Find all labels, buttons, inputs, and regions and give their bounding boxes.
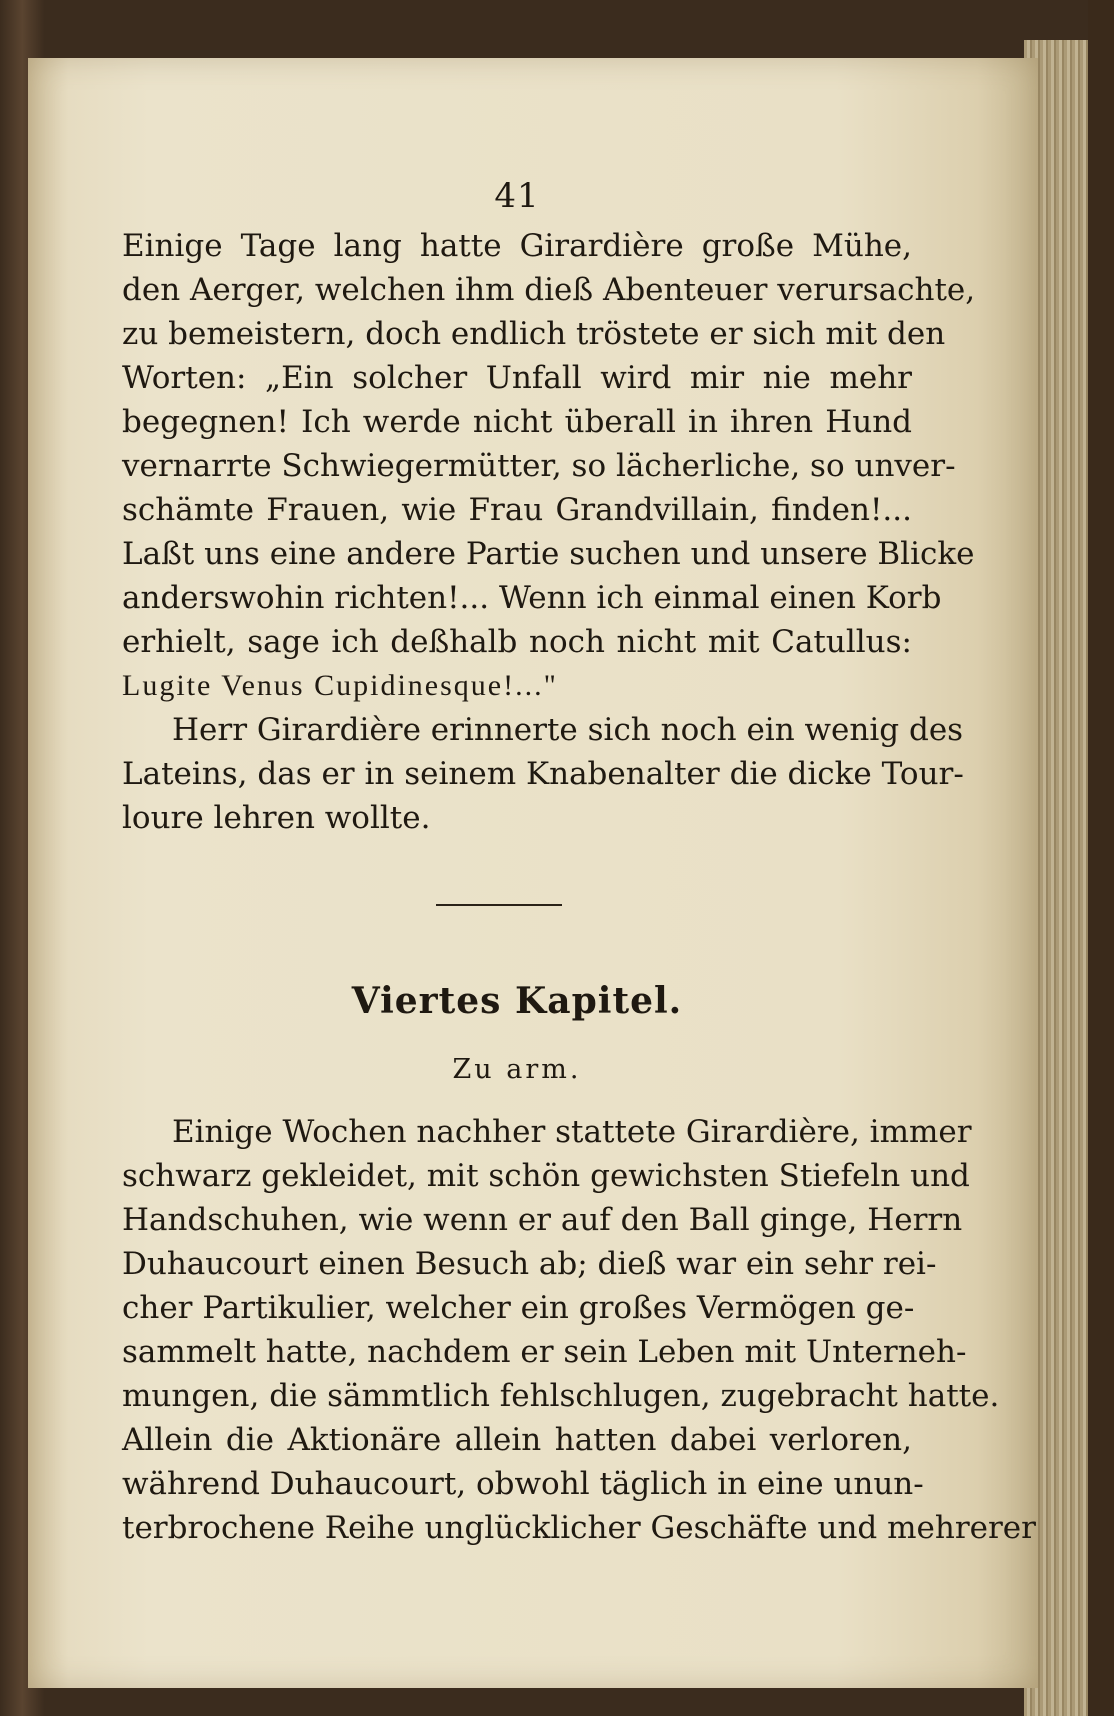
text-line: anderswohin richten!... Wenn ich einmal einen Korb — [122, 580, 942, 616]
text-line: mungen, die sämmtlich fehlschlugen, zugebracht hatte. — [122, 1378, 1000, 1414]
text-line: schämte Frauen, wie Frau Grandvillain, finden!... — [122, 492, 912, 528]
section-divider — [436, 904, 562, 906]
text-line: sammelt hatte, nachdem er sein Leben mit Unterneh- — [122, 1334, 967, 1370]
text-line: cher Partikulier, welcher ein großes Vermögen ge- — [122, 1290, 915, 1326]
text-line: Einige Tage lang hatte Girardière große Mühe, — [122, 228, 912, 264]
book-cover-edge — [1088, 0, 1114, 1716]
text-line: Allein die Aktionäre allein hatten dabei verloren, — [122, 1422, 912, 1458]
text-line: begegnen! Ich werde nicht überall in ihren Hund — [122, 404, 912, 440]
text-line: schwarz gekleidet, mit schön gewichsten Stiefeln und — [122, 1158, 970, 1194]
text-line: Lateins, das er in seinem Knabenalter die dicke Tour- — [122, 756, 964, 792]
text-line: Handschuhen, wie wenn er auf den Ball ginge, Herrn — [122, 1202, 963, 1238]
text-line: erhielt, sage ich deßhalb noch nicht mit Catullus: — [122, 624, 912, 660]
chapter-title: Viertes Kapitel. — [351, 980, 683, 1022]
page-number: 41 — [494, 176, 540, 216]
text-line: loure lehren wollte. — [122, 800, 431, 836]
text-line: während Duhaucourt, obwohl täglich in eine unun- — [122, 1466, 924, 1502]
text-line: terbrochene Reihe unglücklicher Geschäfte und mehrerer — [122, 1510, 1036, 1546]
text-line: Einige Wochen nachher stattete Girardière, immer — [172, 1114, 972, 1150]
chapter-subtitle: Zu arm. — [452, 1054, 582, 1085]
text-line: den Aerger, welchen ihm dieß Abenteuer verursachte, — [122, 272, 976, 308]
book-page — [28, 58, 1038, 1688]
text-line: Worten: „Ein solcher Unfall wird mir nie mehr — [122, 360, 912, 396]
text-line-latin: Lugite Venus Cupidinesque!..." — [122, 669, 558, 702]
text-line: zu bemeistern, doch endlich tröstete er sich mit den — [122, 316, 946, 352]
text-line: vernarrte Schwiegermütter, so lächerliche, so unver- — [122, 448, 956, 484]
text-line: Laßt uns eine andere Partie suchen und unsere Blicke — [122, 536, 975, 572]
text-line: Herr Girardière erinnerte sich noch ein wenig des — [172, 712, 964, 748]
text-line: Duhaucourt einen Besuch ab; dieß war ein sehr rei- — [122, 1246, 937, 1282]
